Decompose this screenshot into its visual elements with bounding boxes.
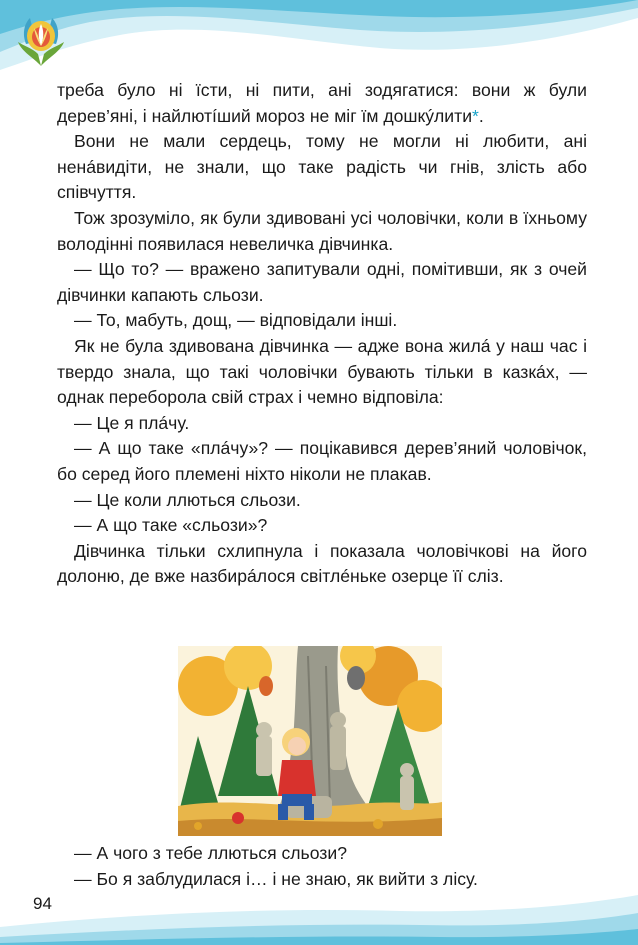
- paragraph: — Це коли ллються сльози.: [74, 489, 301, 510]
- story-text: [57, 78, 587, 590]
- paragraph: — Це я плáчу.: [74, 412, 190, 433]
- paragraph: — А що таке «сльози»?: [74, 515, 268, 536]
- paragraph: Тож зрозуміло, як були здивовані усі чоловічки, коли в їхньому володінні появилася невеличка дівчинка.: [57, 207, 587, 254]
- page-number: 94: [33, 894, 52, 913]
- paragraph: Вони не мали сердець, тому не могли ні любити, ані ненáвидіти, не знали, що таке радість чи гнів, злість або співчуття.: [57, 131, 587, 203]
- paragraph: Дівчинка тільки схлипнула і показала чоловічкові на його долоню, де вже назбирáлося світлéньке озерце її сліз.: [57, 540, 587, 587]
- paragraph: — Що то? — вражено запитували одні, помітивши, як з очей дівчинки капають сльози.: [57, 259, 587, 305]
- paragraph: треба було ні їсти, ні пити, ані зодягатися: вони ж були дерев’яні, і найлютíший мороз не міг їм дошкýлити*.: [57, 80, 587, 126]
- bottom-wave-decoration: [0, 855, 638, 945]
- floral-emblem-icon: [14, 12, 68, 68]
- paragraph: — То, мабуть, дощ, — відповідали інші.: [74, 310, 398, 331]
- paragraph: Як не була здивована дівчинка — адже вона жилá у наш час і твердо знала, що такі чоловічки бувають тільки в казкáх, — однак переборола свій страх і чемно відповіла:: [57, 335, 587, 408]
- footnote-mark: *: [472, 105, 479, 126]
- paragraph: — А що таке «плáчу»? — поцікавився дерев’яний чоловічок, бо серед його племені ніхто ніколи не плакав.: [57, 438, 587, 484]
- paragraph: — А чого з тебе ллються сльози?: [74, 843, 347, 863]
- paragraph: — Бо я заблудилася і… і не знаю, як вийти з лісу.: [74, 869, 478, 889]
- forest-girl-illustration: [178, 646, 442, 836]
- top-wave-decoration: [0, 0, 638, 90]
